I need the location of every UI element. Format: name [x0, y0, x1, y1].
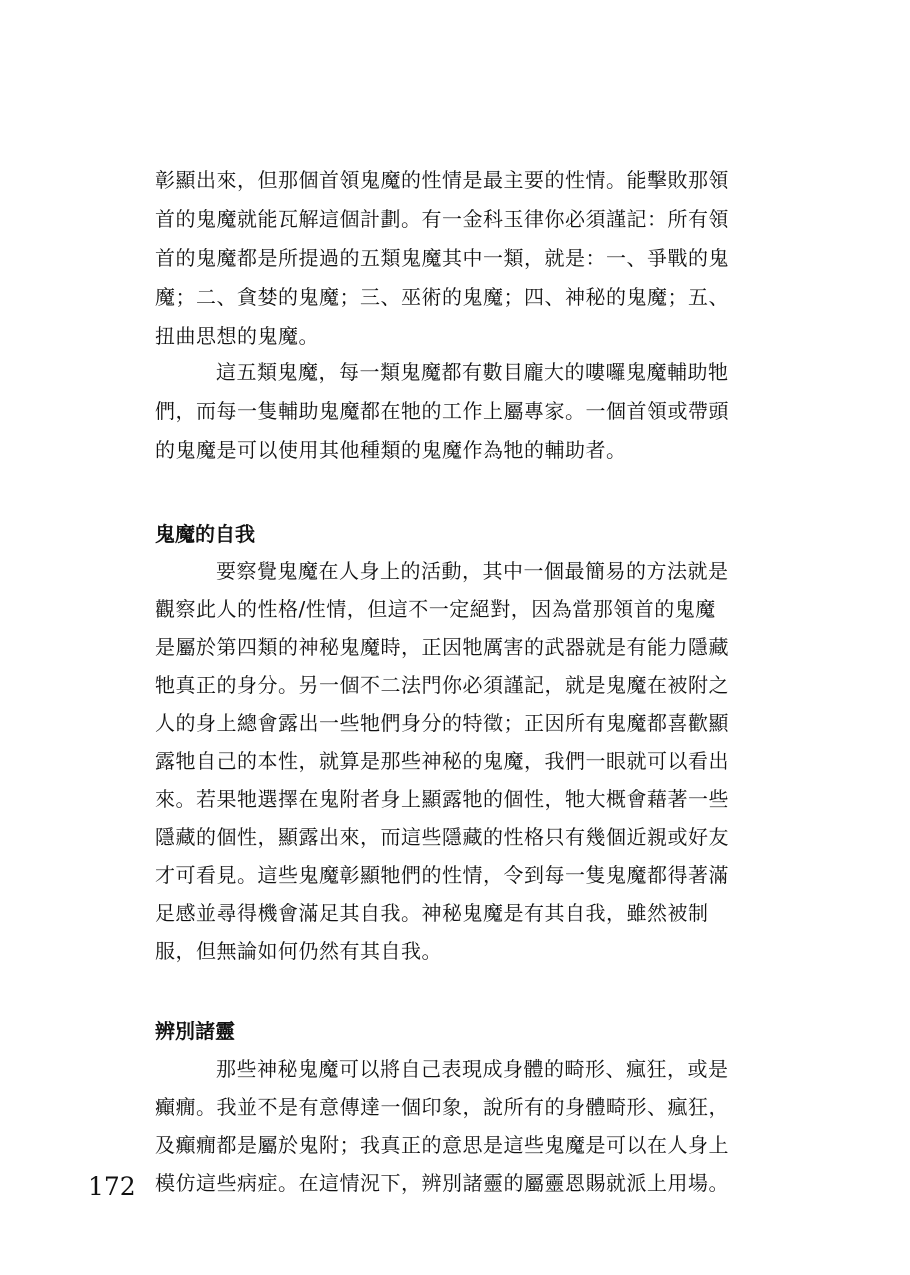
text-line: 們，而每一隻輔助鬼魔都在牠的工作上屬專家。一個首領或帶頭 [155, 399, 729, 423]
section-heading: 鬼魔的自我 [155, 522, 255, 546]
page-number: 172 [88, 1172, 136, 1201]
text-line: 來。若果牠選擇在鬼附者身上顯露牠的個性，牠大概會藉著一些 [155, 787, 729, 811]
text-line: 是屬於第四類的神秘鬼魔時，正因牠厲害的武器就是有能力隱藏 [155, 635, 729, 659]
text-line: 足感並尋得機會滿足其自我。神秘鬼魔是有其自我，雖然被制 [155, 901, 709, 925]
text-line: 服，但無論如何仍然有其自我。 [155, 939, 442, 963]
text-line: 扭曲思想的鬼魔。 [155, 324, 319, 348]
text-line: 才可看見。這些鬼魔彰顯牠們的性情，令到每一隻鬼魔都得著滿 [155, 863, 729, 887]
text-line: 首的鬼魔都是所提過的五類鬼魔其中一類，就是：一、爭戰的鬼 [155, 246, 729, 270]
text-line: 露牠自己的本性，就算是那些神秘的鬼魔，我們一眼就可以看出 [155, 749, 729, 773]
text-line: 模仿這些病症。在這情況下，辨別諸靈的屬靈恩賜就派上用場。 [155, 1171, 729, 1195]
text-line: 及癲癇都是屬於鬼附；我真正的意思是這些鬼魔是可以在人身上 [155, 1133, 729, 1157]
text-line: 彰顯出來，但那個首領鬼魔的性情是最主要的性情。能擊敗那領 [155, 168, 729, 192]
text-line: 的鬼魔是可以使用其他種類的鬼魔作為牠的輔助者。 [155, 438, 627, 462]
section-heading: 辨別諸靈 [155, 1019, 235, 1043]
text-line: 人的身上總會露出一些牠們身分的特徵；正因所有鬼魔都喜歡顯 [155, 711, 729, 735]
text-line: 魔；二、貪婪的鬼魔；三、巫術的鬼魔；四、神秘的鬼魔；五、 [155, 285, 729, 309]
text-line: 這五類鬼魔，每一類鬼魔都有數目龐大的嘍囉鬼魔輔助牠 [216, 360, 729, 384]
text-line: 要察覺鬼魔在人身上的活動，其中一個最簡易的方法就是 [216, 559, 729, 583]
text-line: 那些神秘鬼魔可以將自己表現成身體的畸形、瘋狂，或是 [216, 1057, 729, 1081]
text-line: 癲癇。我並不是有意傳達一個印象，說所有的身體畸形、瘋狂， [155, 1095, 729, 1119]
text-line: 首的鬼魔就能瓦解這個計劃。有一金科玉律你必須謹記：所有領 [155, 207, 729, 231]
text-line: 牠真正的身分。另一個不二法門你必須謹記，就是鬼魔在被附之 [155, 673, 729, 697]
text-line: 觀察此人的性格/性情，但這不一定絕對，因為當那領首的鬼魔 [155, 597, 716, 621]
text-line: 隱藏的個性，顯露出來，而這些隱藏的性格只有幾個近親或好友 [155, 825, 729, 849]
